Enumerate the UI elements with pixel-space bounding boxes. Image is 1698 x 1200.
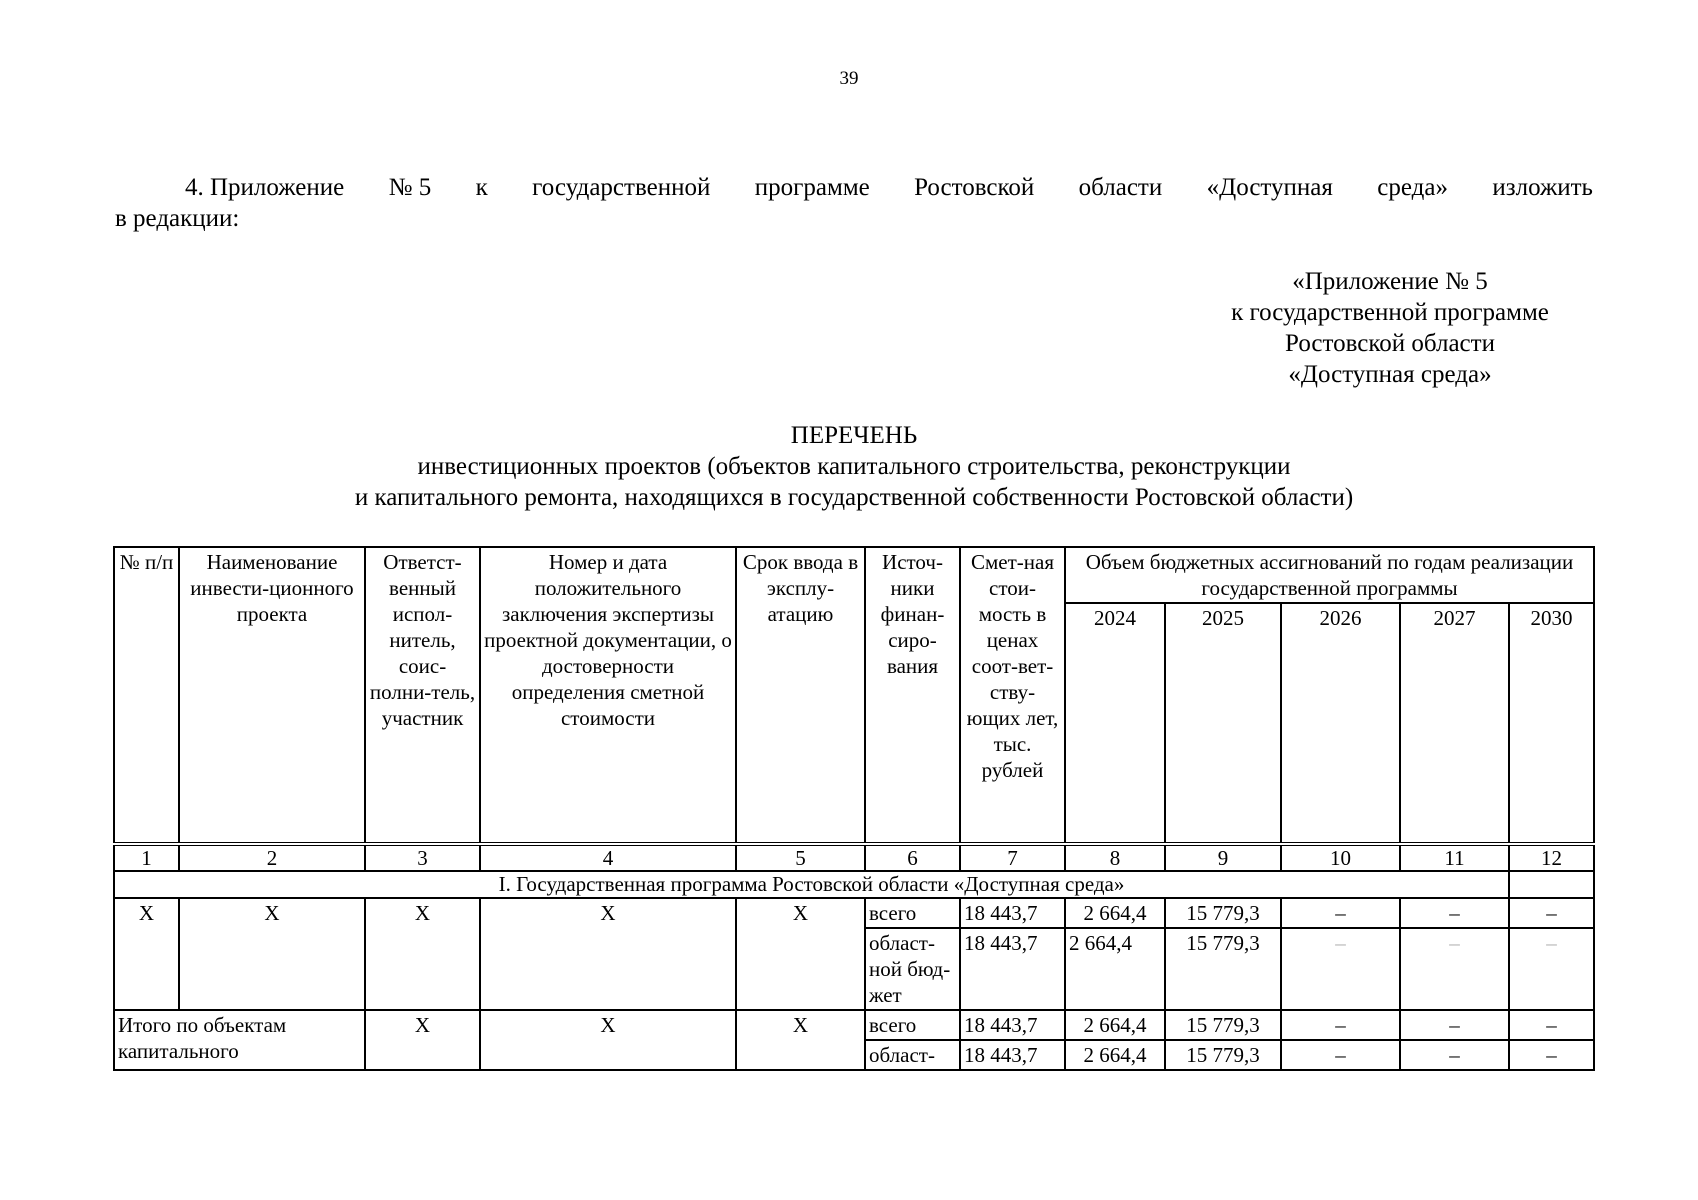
intro-word: 4. Приложение bbox=[185, 174, 345, 201]
header-name: Наименование инвести-ционного проекта bbox=[179, 547, 365, 844]
header-num: № п/п bbox=[114, 547, 179, 844]
cell-2025: 15 779,3 bbox=[1165, 928, 1281, 1010]
section-row bbox=[114, 871, 1594, 898]
cell-cost: 18 443,7 bbox=[960, 1040, 1065, 1070]
cell-2026: – bbox=[1281, 898, 1400, 928]
cell-2030: – bbox=[1509, 898, 1594, 928]
header-row-1 bbox=[114, 547, 1594, 603]
cell-name: X bbox=[179, 898, 365, 1010]
title-line-1: инвестиционных проектов (объектов капитального строительства, реконструкции bbox=[417, 453, 1291, 480]
intro-word: Ростовской bbox=[914, 174, 1035, 201]
page-number: 39 bbox=[839, 68, 859, 89]
section-empty-cell bbox=[1509, 871, 1594, 898]
header-term: Срок ввода в эксплу-атацию bbox=[736, 547, 865, 844]
appendix-line: Ростовской области bbox=[1285, 330, 1495, 357]
column-number: 8 bbox=[1065, 844, 1165, 871]
cell-2025: 15 779,3 bbox=[1165, 898, 1281, 928]
column-number: 2 bbox=[179, 844, 365, 871]
cell-num: X bbox=[114, 898, 179, 1010]
cell-2027: – bbox=[1400, 928, 1509, 1010]
table-row bbox=[114, 1010, 1594, 1040]
column-number: 6 bbox=[865, 844, 960, 871]
intro-word: программе bbox=[754, 174, 870, 201]
column-number: 10 bbox=[1281, 844, 1400, 871]
cell-source: област-ной бюд-жет bbox=[865, 928, 960, 1010]
header-year: 2030 bbox=[1509, 603, 1594, 844]
header-cost: Смет-ная стои-мость в ценах соот-вет-ству-ющих лет, тыс. рублей bbox=[960, 547, 1065, 844]
table-row bbox=[114, 898, 1594, 928]
cell-2024: 2 664,4 bbox=[1065, 928, 1165, 1010]
header-expertise: Номер и дата положительного заключения экспертизы проектной документации, о достоверности определения сметной стоимости bbox=[480, 547, 736, 844]
column-number: 3 bbox=[365, 844, 480, 871]
cell-2027: – bbox=[1400, 1010, 1509, 1040]
appendix-reference bbox=[1180, 266, 1600, 390]
appendix-line: к государственной программе bbox=[1231, 299, 1549, 326]
investment-projects-table bbox=[113, 546, 1595, 1071]
appendix-line: «Приложение № 5 bbox=[1292, 268, 1488, 295]
header-executor: Ответст-венный испол-нитель, соис-полни-тель, участник bbox=[365, 547, 480, 844]
cell-2026: – bbox=[1281, 928, 1400, 1010]
section-title: I. Государственная программа Ростовской области «Доступная среда» bbox=[114, 871, 1509, 898]
cell-term: X bbox=[736, 1010, 865, 1070]
cell-2027: – bbox=[1400, 898, 1509, 928]
cell-2025: 15 779,3 bbox=[1165, 1010, 1281, 1040]
column-number: 1 bbox=[114, 844, 179, 871]
column-number: 11 bbox=[1400, 844, 1509, 871]
column-number: 4 bbox=[480, 844, 736, 871]
cell-2030: – bbox=[1509, 1010, 1594, 1040]
cell-2026: – bbox=[1281, 1010, 1400, 1040]
cell-2026: – bbox=[1281, 1040, 1400, 1070]
header-year: 2024 bbox=[1065, 603, 1165, 844]
cell-cost: 18 443,7 bbox=[960, 898, 1065, 928]
column-number: 12 bbox=[1509, 844, 1594, 871]
header-year: 2027 bbox=[1400, 603, 1509, 844]
intro-word: к bbox=[475, 174, 488, 201]
title-heading: ПЕРЕЧЕНЬ bbox=[790, 422, 918, 449]
cell-2025: 15 779,3 bbox=[1165, 1040, 1281, 1070]
document-title bbox=[115, 420, 1593, 513]
cell-term: X bbox=[736, 898, 865, 1010]
cell-expertise: X bbox=[480, 898, 736, 1010]
cell-cost: 18 443,7 bbox=[960, 1010, 1065, 1040]
intro-word: изложить bbox=[1492, 174, 1593, 201]
column-numbers-row bbox=[114, 844, 1594, 871]
intro-word: государственной bbox=[532, 174, 711, 201]
header-year: 2025 bbox=[1165, 603, 1281, 844]
cell-2024: 2 664,4 bbox=[1065, 898, 1165, 928]
column-number: 5 bbox=[736, 844, 865, 871]
intro-line-2: в редакции: bbox=[115, 205, 240, 232]
cell-2024: 2 664,4 bbox=[1065, 1010, 1165, 1040]
cell-source: област- bbox=[865, 1040, 960, 1070]
appendix-line: «Доступная среда» bbox=[1288, 361, 1492, 388]
intro-word: № 5 bbox=[388, 174, 432, 201]
cell-cost: 18 443,7 bbox=[960, 928, 1065, 1010]
cell-source: всего bbox=[865, 898, 960, 928]
cell-executor: X bbox=[365, 1010, 480, 1070]
column-number: 9 bbox=[1165, 844, 1281, 871]
cell-itogo-label: Итого по объектам капитального bbox=[114, 1010, 365, 1070]
intro-paragraph bbox=[115, 172, 1593, 234]
header-budget-group: Объем бюджетных ассигнований по годам реализации государственной программы bbox=[1065, 547, 1594, 603]
intro-word: среда» bbox=[1377, 174, 1448, 201]
cell-expertise: X bbox=[480, 1010, 736, 1070]
header-sources: Источ-ники финан-сиро-вания bbox=[865, 547, 960, 844]
cell-2024: 2 664,4 bbox=[1065, 1040, 1165, 1070]
title-line-2: и капитального ремонта, находящихся в государственной собственности Ростовской области) bbox=[354, 484, 1354, 511]
intro-line-1 bbox=[115, 172, 1593, 203]
cell-source: всего bbox=[865, 1010, 960, 1040]
cell-2030: – bbox=[1509, 928, 1594, 1010]
intro-word: области bbox=[1078, 174, 1163, 201]
cell-2027: – bbox=[1400, 1040, 1509, 1070]
intro-word: «Доступная bbox=[1206, 174, 1333, 201]
header-year: 2026 bbox=[1281, 603, 1400, 844]
cell-2030: – bbox=[1509, 1040, 1594, 1070]
column-number: 7 bbox=[960, 844, 1065, 871]
cell-executor: X bbox=[365, 898, 480, 1010]
